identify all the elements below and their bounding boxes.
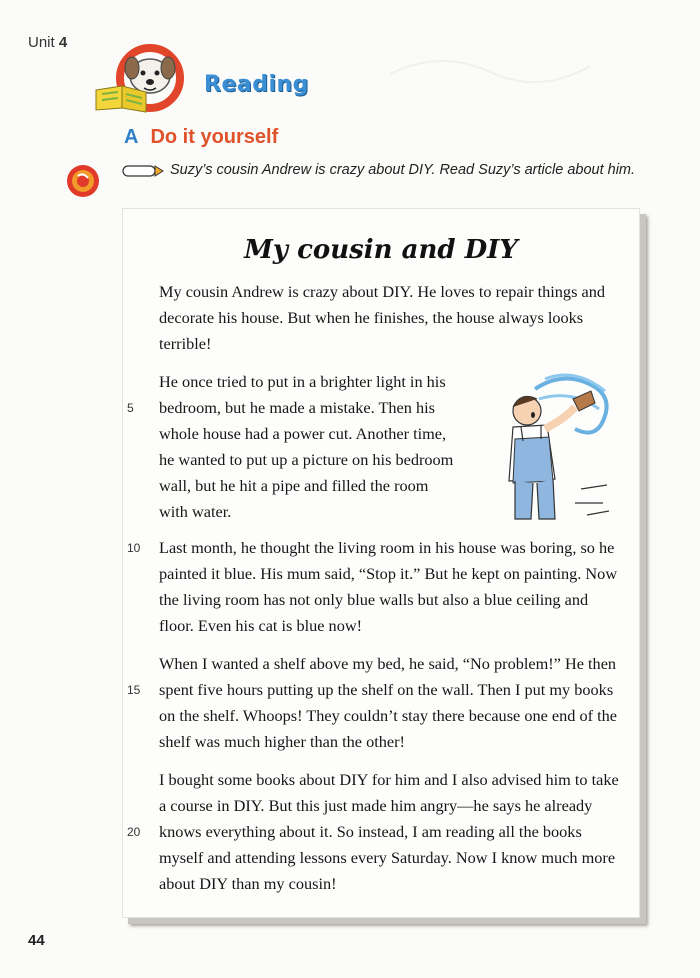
section-letter: A bbox=[124, 126, 139, 148]
reading-heading: Reading bbox=[204, 72, 309, 97]
article-paragraph-3: Last month, he thought the living room in his house was boring, so he painted it blue. His mum said, “Stop it.” But he kept on painting. Now the living room has not only blue walls but also a blue ceiling and floor. Even his cat is blue now! bbox=[159, 538, 618, 635]
section-title: Do it yourself bbox=[150, 126, 279, 148]
instruction-text: Suzy’s cousin Andrew is crazy about DIY. Read Suzy’s article about him. bbox=[170, 162, 636, 178]
article-paragraph-1: My cousin Andrew is crazy about DIY. He loves to repair things and decorate his house. But when he finishes, the house always looks terrible! bbox=[159, 282, 605, 353]
pencil-icon bbox=[122, 163, 164, 179]
page-number: 44 bbox=[28, 932, 45, 949]
unit-number: 4 bbox=[58, 34, 68, 51]
article-title: My cousin and DIY bbox=[244, 235, 518, 265]
line-number-5: 5 bbox=[127, 401, 134, 415]
article-paragraph-2: He once tried to put in a brighter light in his bedroom, but he made a mistake. Then his whole house had a power cut. Another time, he wanted to put up a picture on his bedroom wall, but he hit a pipe and filled the room with water. bbox=[159, 372, 454, 521]
line-number-10: 10 bbox=[127, 541, 141, 555]
line-number-15: 15 bbox=[127, 683, 141, 697]
watermark-decoration bbox=[380, 44, 600, 94]
boy-with-water-pipe-illustration bbox=[475, 369, 615, 527]
article-card bbox=[122, 208, 640, 918]
dog-reading-logo-icon bbox=[92, 38, 212, 118]
unit-label bbox=[28, 34, 67, 51]
audio-disc-icon[interactable] bbox=[66, 164, 100, 198]
section-heading bbox=[124, 126, 278, 149]
unit-word: Unit bbox=[28, 34, 55, 51]
article-paragraph-5: I bought some books about DIY for him and I also advised him to take a course in DIY. But this just made him angry—he says he already knows everything about it. So instead, I am reading all the books myself and attending lessons every Saturday. Now I know much more about DIY than my cousin! bbox=[159, 770, 619, 893]
article-paragraph-4: When I wanted a shelf above my bed, he said, “No problem!” He then spent five hours putting up the shelf on the wall. Then I put my books on the shelf. Whoops! They couldn’t stay there because one end of the shelf was much higher than the other! bbox=[159, 654, 618, 751]
line-number-20: 20 bbox=[127, 825, 141, 839]
